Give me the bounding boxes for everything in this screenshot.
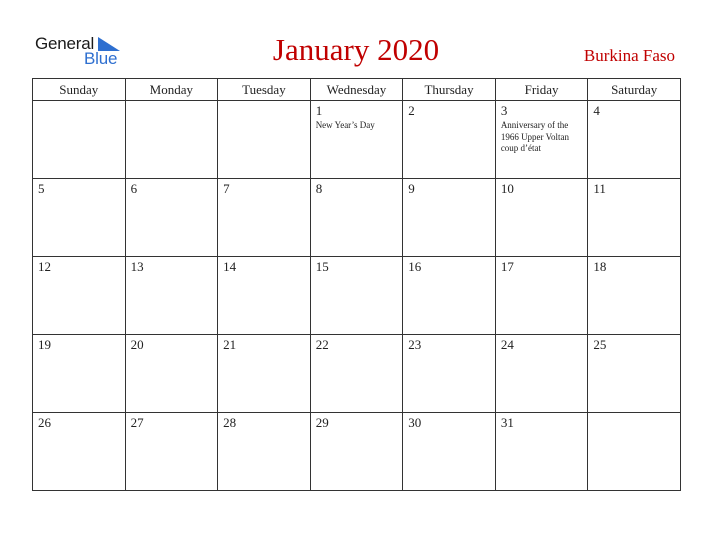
day-cell xyxy=(33,335,126,413)
day-number: 31 xyxy=(500,415,514,430)
day-cell-content xyxy=(126,179,218,256)
day-number: 17 xyxy=(500,259,514,274)
day-cell xyxy=(403,413,496,491)
day-cell xyxy=(125,413,218,491)
week-row xyxy=(33,413,681,491)
day-cell xyxy=(495,413,588,491)
day-cell xyxy=(33,257,126,335)
day-number: 23 xyxy=(408,337,422,352)
page-title: January 2020 xyxy=(272,32,440,67)
day-cell-content xyxy=(496,101,588,178)
day-number: 22 xyxy=(315,337,329,352)
week-row xyxy=(33,257,681,335)
weekday-header-monday: Monday xyxy=(125,79,218,101)
day-cell xyxy=(588,179,681,257)
day-number: 15 xyxy=(315,259,329,274)
day-cell-content xyxy=(403,413,495,490)
day-number: 12 xyxy=(38,259,51,274)
week-row xyxy=(33,101,681,179)
day-cell xyxy=(33,413,126,491)
day-number: 14 xyxy=(223,259,237,274)
day-cell-content xyxy=(496,335,588,412)
day-number: 10 xyxy=(500,181,514,196)
day-cell-content xyxy=(403,101,495,178)
day-cell xyxy=(495,179,588,257)
day-number: 9 xyxy=(408,181,415,196)
holiday-label: New Year’s Day xyxy=(315,120,375,130)
day-number: 27 xyxy=(130,415,144,430)
day-cell-content xyxy=(588,179,680,256)
day-cell-content xyxy=(33,335,125,412)
day-cell-content xyxy=(403,179,495,256)
day-cell xyxy=(310,101,403,179)
day-cell xyxy=(218,413,311,491)
weekday-header-sunday: Sunday xyxy=(33,79,126,101)
day-cell-content xyxy=(33,179,125,256)
day-cell-content xyxy=(588,101,680,178)
day-cell-content xyxy=(311,413,403,490)
day-number: 2 xyxy=(408,103,415,118)
weekday-header-tuesday: Tuesday xyxy=(218,79,311,101)
empty-day-cell xyxy=(125,101,218,179)
day-number: 6 xyxy=(130,181,138,196)
day-number: 1 xyxy=(315,103,323,118)
day-number: 20 xyxy=(130,337,144,352)
week-row xyxy=(33,335,681,413)
day-cell-content xyxy=(126,101,218,178)
weekday-header-friday: Friday xyxy=(495,79,588,101)
day-number: 19 xyxy=(38,337,51,352)
day-cell-content xyxy=(126,257,218,334)
day-number: 4 xyxy=(593,103,600,118)
day-number: 8 xyxy=(315,181,323,196)
day-number: 25 xyxy=(593,337,607,352)
day-number: 3 xyxy=(500,103,508,118)
weekday-header-thursday: Thursday xyxy=(403,79,496,101)
day-cell-content xyxy=(496,413,588,490)
day-cell xyxy=(218,335,311,413)
day-cell-content xyxy=(496,257,588,334)
day-number: 24 xyxy=(500,337,514,352)
day-cell xyxy=(403,335,496,413)
day-cell-content xyxy=(588,257,680,334)
day-number: 13 xyxy=(130,259,144,274)
week-row xyxy=(33,179,681,257)
day-cell xyxy=(403,179,496,257)
month-calendar-grid xyxy=(32,78,681,491)
day-number: 21 xyxy=(223,337,237,352)
day-cell-content xyxy=(496,179,588,256)
day-number: 7 xyxy=(223,181,230,196)
day-cell-content xyxy=(311,179,403,256)
day-cell xyxy=(218,179,311,257)
day-cell xyxy=(403,101,496,179)
day-cell-content xyxy=(126,335,218,412)
day-cell-content xyxy=(218,101,310,178)
logo-text-general: General xyxy=(35,34,95,53)
calendar-body xyxy=(33,101,681,491)
weekday-header-saturday: Saturday xyxy=(588,79,681,101)
logo-text-blue: Blue xyxy=(84,49,118,68)
day-cell xyxy=(588,335,681,413)
day-number: 11 xyxy=(593,181,606,196)
day-cell xyxy=(218,257,311,335)
day-cell-content xyxy=(588,413,680,490)
day-cell-content xyxy=(218,257,310,334)
day-cell xyxy=(495,335,588,413)
holiday-label: Anniversary of the 1966 Upper Voltan coup d’état xyxy=(500,120,569,153)
day-cell-content xyxy=(218,335,310,412)
day-cell-content xyxy=(33,257,125,334)
country-label: Burkina Faso xyxy=(583,46,675,65)
day-cell-content xyxy=(33,101,125,178)
day-cell xyxy=(310,257,403,335)
day-cell xyxy=(310,335,403,413)
day-cell-content xyxy=(218,413,310,490)
empty-day-cell xyxy=(33,101,126,179)
empty-day-cell xyxy=(218,101,311,179)
day-cell-content xyxy=(311,101,403,178)
day-cell xyxy=(125,335,218,413)
day-cell xyxy=(125,257,218,335)
day-cell-content xyxy=(588,335,680,412)
day-cell xyxy=(310,179,403,257)
day-number: 28 xyxy=(223,415,237,430)
day-number: 16 xyxy=(408,259,422,274)
day-cell xyxy=(310,413,403,491)
weekday-header-wednesday: Wednesday xyxy=(310,79,403,101)
day-cell xyxy=(588,257,681,335)
day-cell xyxy=(125,179,218,257)
empty-day-cell xyxy=(588,413,681,491)
day-cell xyxy=(33,179,126,257)
day-cell-content xyxy=(126,413,218,490)
day-cell xyxy=(403,257,496,335)
weekday-header-row xyxy=(33,79,681,101)
day-cell-content xyxy=(311,257,403,334)
day-number: 30 xyxy=(408,415,422,430)
day-number: 18 xyxy=(593,259,607,274)
day-number: 5 xyxy=(38,181,45,196)
day-cell-content xyxy=(33,413,125,490)
day-cell xyxy=(495,101,588,179)
day-cell-content xyxy=(311,335,403,412)
day-cell-content xyxy=(218,179,310,256)
day-number: 26 xyxy=(38,415,51,430)
day-number: 29 xyxy=(315,415,329,430)
day-cell xyxy=(495,257,588,335)
day-cell-content xyxy=(403,257,495,334)
day-cell-content xyxy=(403,335,495,412)
day-cell xyxy=(588,101,681,179)
